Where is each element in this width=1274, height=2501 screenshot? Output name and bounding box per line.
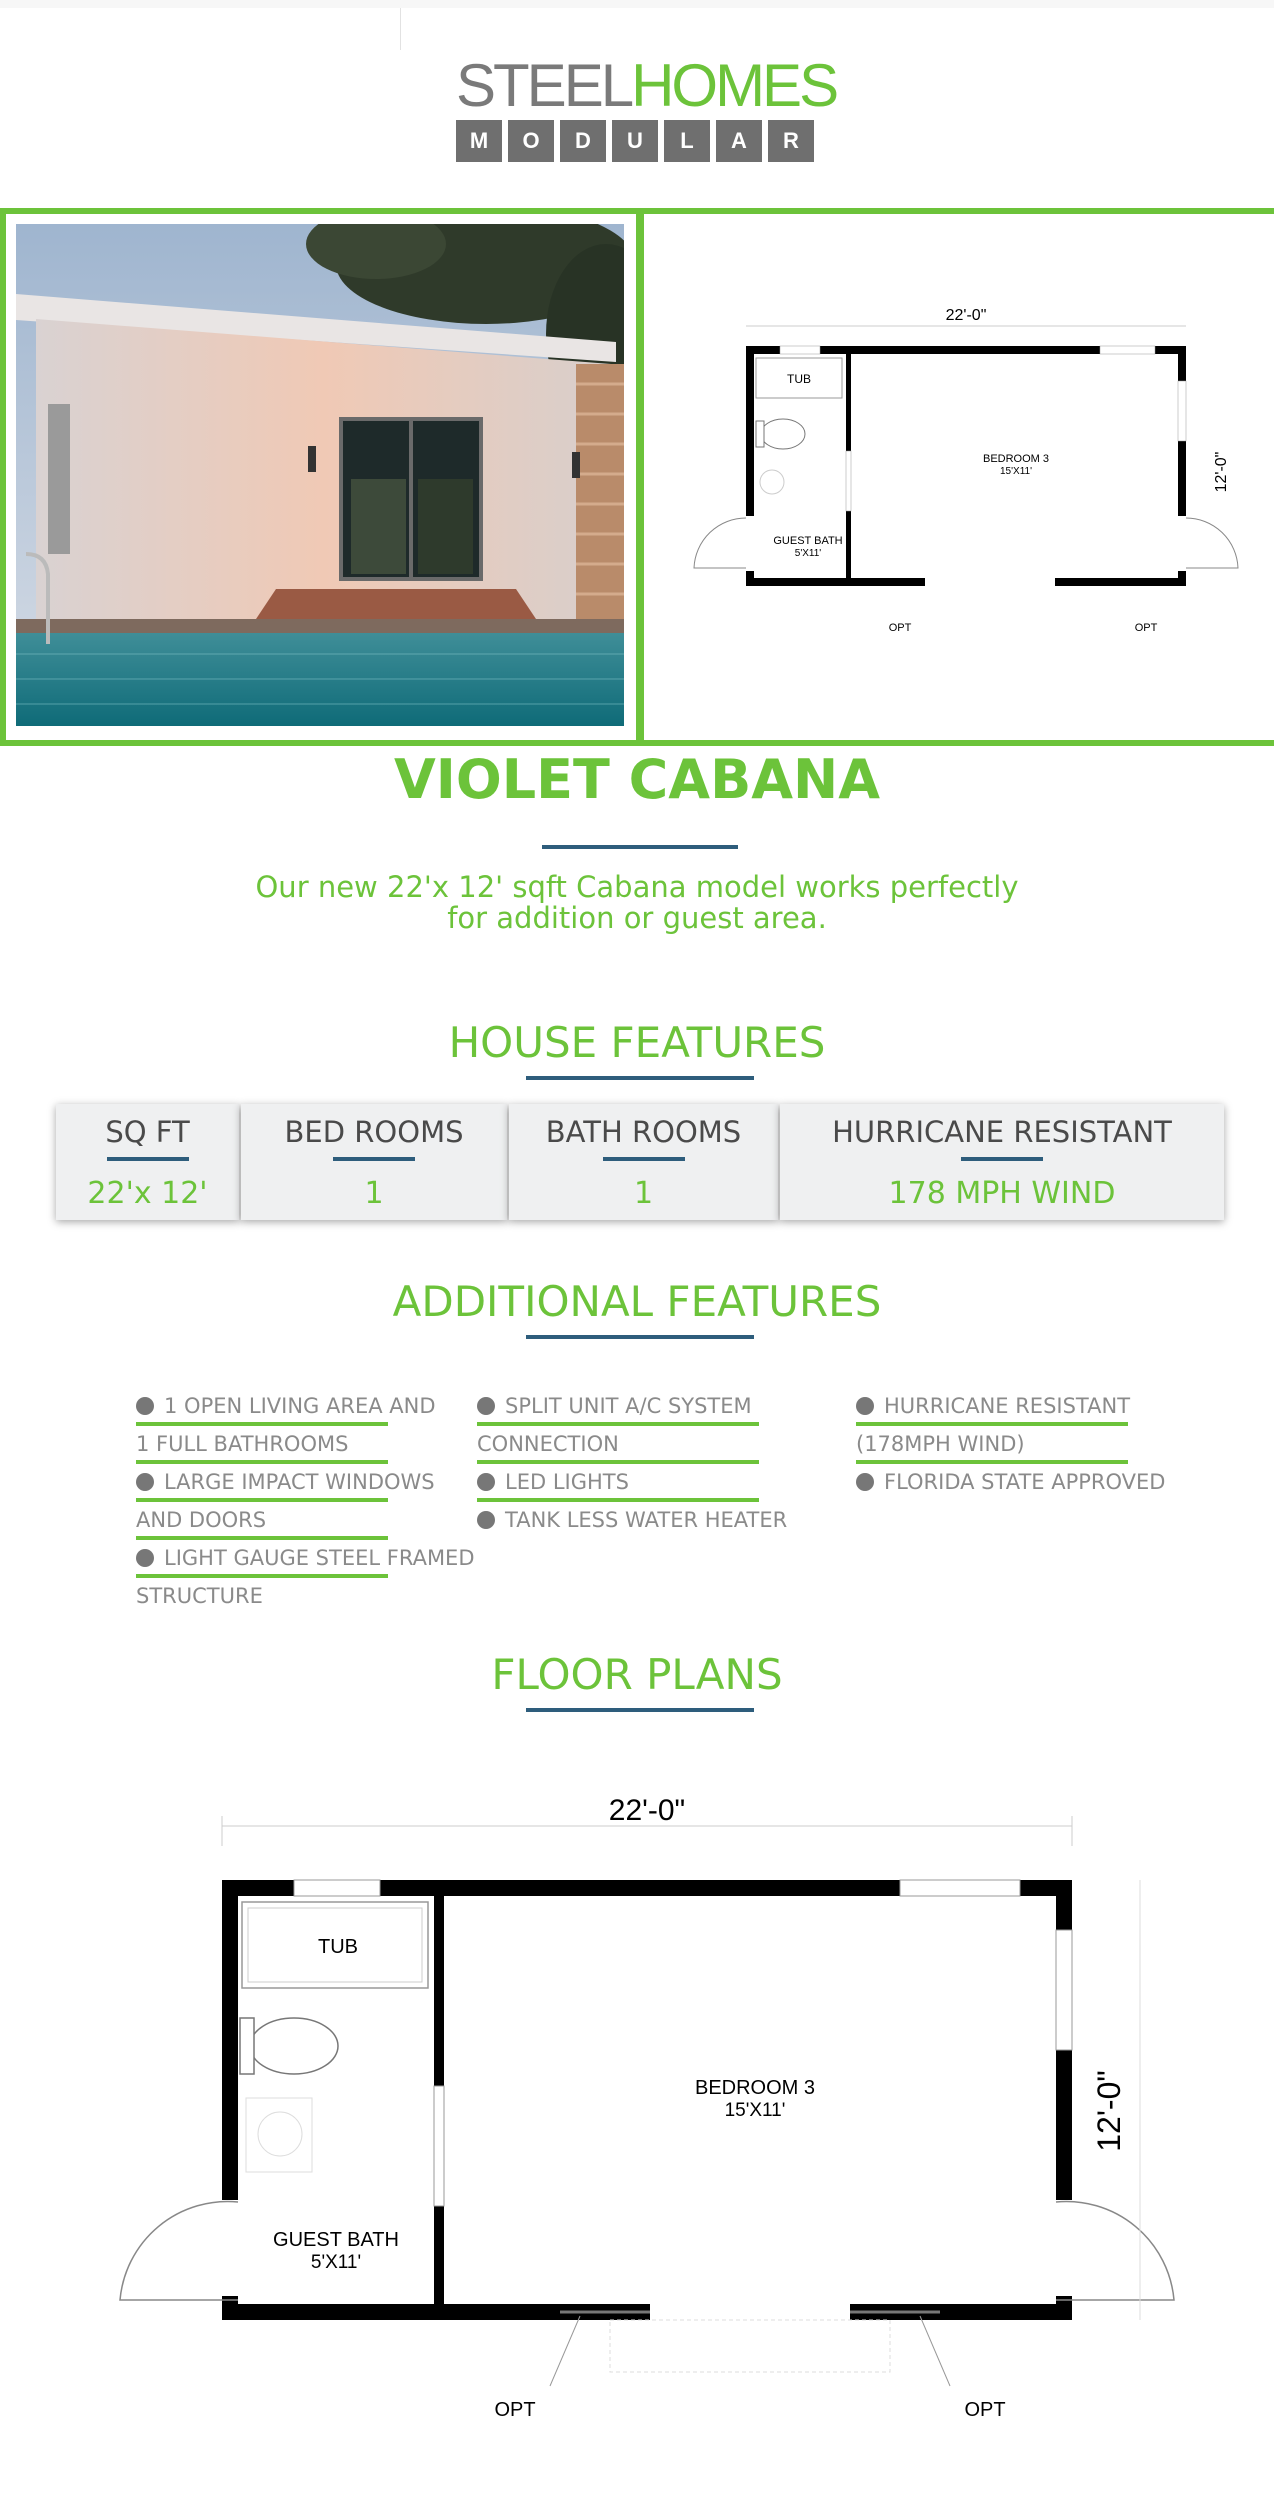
feature-item: TANK LESS WATER HEATER (477, 1502, 787, 1540)
bullet-icon (477, 1511, 495, 1529)
additional-features-heading: ADDITIONAL FEATURES (392, 1277, 882, 1326)
features-column-3 (856, 1388, 1165, 1502)
house-features-heading: HOUSE FEATURES (448, 1018, 826, 1067)
title-rule (542, 845, 738, 849)
feature-rule (107, 1157, 189, 1161)
plan-width-label: 22'-0" (945, 307, 987, 324)
feature-item-cont: CONNECTION (477, 1426, 787, 1464)
cabana-rendering-image (16, 224, 624, 726)
floor-width-label: 22'-0" (608, 1794, 686, 1827)
model-title: VIOLET CABANA (393, 748, 881, 811)
top-bar-divider (400, 8, 401, 50)
plan-bath-size: 5'X11' (794, 548, 822, 559)
feature-item: LARGE IMPACT WINDOWS (136, 1464, 475, 1502)
feature-label: HURRICANE RESISTANT (832, 1115, 1172, 1149)
features-column-1 (136, 1388, 475, 1616)
plan-bedroom-label: BEDROOM 3 (982, 453, 1050, 465)
logo-homes: HOMES (631, 52, 837, 119)
main-floor-plan[interactable] (110, 1776, 1190, 2476)
floor-opt-right: OPT (964, 2399, 1006, 2421)
feature-item-cont: (178MPH WIND) (856, 1426, 1165, 1464)
feature-item: SPLIT UNIT A/C SYSTEM (477, 1388, 787, 1426)
floor-opt-left: OPT (494, 2399, 536, 2421)
feature-value: 22'x 12' (87, 1176, 208, 1211)
logo-letter: O (508, 120, 554, 162)
logo-steel: STEEL (456, 52, 632, 119)
bullet-icon (856, 1397, 874, 1415)
feature-rule (961, 1157, 1043, 1161)
bullet-icon (477, 1397, 495, 1415)
feature-item-cont: AND DOORS (136, 1502, 475, 1540)
feature-value: 1 (633, 1176, 654, 1211)
feature-item: LIGHT GAUGE STEEL FRAMED (136, 1540, 475, 1578)
bullet-icon (136, 1397, 154, 1415)
feature-card-bedrooms (241, 1104, 507, 1220)
feature-rule (333, 1157, 415, 1161)
logo-letter: A (716, 120, 762, 162)
bullet-icon (136, 1473, 154, 1491)
feature-item: HURRICANE RESISTANT (856, 1388, 1165, 1426)
floor-depth-label: 12'-0" (1091, 2070, 1127, 2152)
feature-rule (603, 1157, 685, 1161)
feature-item-cont: STRUCTURE (136, 1584, 263, 1608)
steel-homes-logo[interactable] (456, 52, 837, 162)
floor-tub-label: TUB (318, 1936, 358, 1958)
feature-item-cont: 1 FULL BATHROOMS (136, 1426, 475, 1464)
plan-tub-label: TUB (787, 372, 811, 386)
feature-card-hurricane (780, 1104, 1224, 1220)
logo-modular-row (456, 120, 822, 162)
feature-label: BATH ROOMS (545, 1115, 742, 1149)
house-features-rule (526, 1076, 754, 1080)
hero-photo[interactable] (0, 208, 644, 746)
bullet-icon (136, 1549, 154, 1567)
subtitle-line-1: Our new 22'x 12' sqft Cabana model works perfectly (255, 870, 1019, 904)
floor-bath-size: 5'X11' (310, 2252, 362, 2273)
plan-opt-right: OPT (1134, 622, 1158, 634)
feature-label: SQ FT (105, 1115, 190, 1149)
bullet-icon (477, 1473, 495, 1491)
logo-letter: L (664, 120, 710, 162)
feature-item: FLORIDA STATE APPROVED (856, 1464, 1165, 1502)
floor-bedroom-label: BEDROOM 3 (694, 2077, 816, 2099)
feature-card-sqft (56, 1104, 239, 1220)
plan-depth-label: 12'-0" (1213, 451, 1230, 493)
feature-label: BED ROOMS (284, 1115, 464, 1149)
floor-bath-label: GUEST BATH (273, 2229, 399, 2251)
bullet-icon (856, 1473, 874, 1491)
floor-plans-rule (526, 1708, 754, 1712)
feature-item: LED LIGHTS (477, 1464, 787, 1502)
logo-letter: M (456, 120, 502, 162)
plan-bath-label: GUEST BATH (773, 535, 843, 547)
logo-letter: U (612, 120, 658, 162)
feature-card-bathrooms (509, 1104, 778, 1220)
feature-value: 178 MPH WIND (888, 1176, 1116, 1211)
hero-floor-plan[interactable] (690, 296, 1250, 646)
features-column-2 (477, 1388, 787, 1540)
model-subtitle (0, 872, 1274, 934)
feature-value: 1 (364, 1176, 384, 1211)
feature-item: 1 OPEN LIVING AREA AND (136, 1388, 475, 1426)
logo-letter: R (768, 120, 814, 162)
floor-bedroom-size: 15'X11' (724, 2100, 786, 2121)
logo-wordmark (456, 52, 837, 119)
plan-opt-left: OPT (888, 622, 912, 634)
subtitle-line-2: for addition or guest area. (447, 901, 827, 935)
top-bar (0, 0, 1274, 8)
floor-plans-heading: FLOOR PLANS (491, 1650, 783, 1699)
additional-features-rule (526, 1335, 754, 1339)
plan-bedroom-size: 15'X11' (1000, 466, 1032, 477)
logo-letter: D (560, 120, 606, 162)
